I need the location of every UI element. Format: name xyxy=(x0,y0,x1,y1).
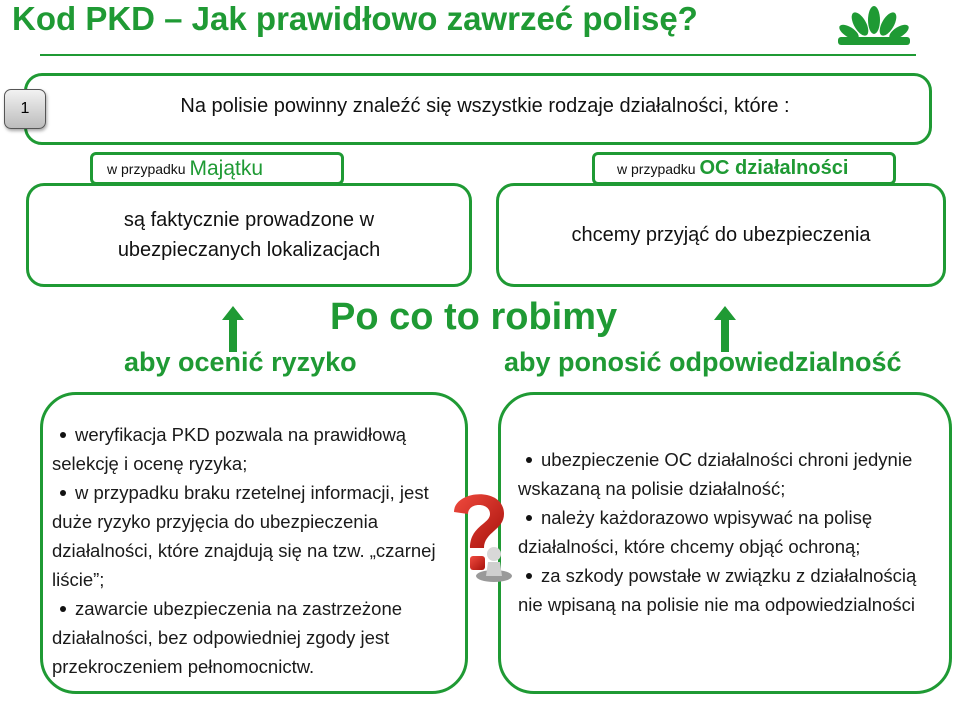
right-category-label xyxy=(592,152,896,185)
subtitle: Po co to robimy xyxy=(330,296,618,338)
right-points-list xyxy=(518,445,938,619)
left-heading: aby ocenić ryzyko xyxy=(124,347,357,377)
step-number-badge: 1 xyxy=(4,89,46,129)
list-item: za szkody powstałe w związku z działalnością nie wpisaną na polisie nie ma odpowiedzialności xyxy=(518,565,917,615)
left-description-text: są faktycznie prowadzone w ubezpieczanych lokalizacjach xyxy=(117,209,381,261)
left-label-prefix: w przypadku xyxy=(107,160,186,177)
question-mark-icon xyxy=(444,484,514,584)
right-label-prefix: w przypadku xyxy=(617,160,696,177)
right-label-emphasis: OC działalności xyxy=(699,157,849,179)
green-fan-logo-icon xyxy=(836,6,912,46)
right-description-text: chcemy przyjąć do ubezpieczenia xyxy=(571,223,871,246)
left-label-emphasis: Majątku xyxy=(189,156,264,180)
list-item: weryfikacja PKD pozwala na prawidłową selekcję i ocenę ryzyka; xyxy=(52,424,407,474)
list-item: należy każdorazowo wpisywać na polisę działalności, które chcemy objąć ochroną; xyxy=(518,507,873,557)
right-description xyxy=(496,183,946,287)
up-arrow-icon xyxy=(714,306,736,352)
main-statement: Na polisie powinny znaleźć się wszystkie rodzaje działalności, które : xyxy=(180,95,790,117)
list-item: ubezpieczenie OC działalności chroni jedynie wskazaną na polisie działalność; xyxy=(518,449,913,499)
list-item: zawarcie ubezpieczenia na zastrzeżone działalności, bez odpowiedniej zgody jest przekroczeniem pełnomocnictw. xyxy=(52,598,403,677)
page-title: Kod PKD – Jak prawidłowo zawrzeć polisę? xyxy=(12,0,698,37)
left-points-list xyxy=(52,420,450,681)
left-category-label xyxy=(90,152,344,185)
right-heading: aby ponosić odpowiedzialność xyxy=(504,347,902,377)
up-arrow-icon xyxy=(222,306,244,352)
list-item: w przypadku braku rzetelnej informacji, jest duże ryzyko przyjęcia do ubezpieczenia działalności, które znajdują się na tzw. „czarnej liście”; xyxy=(52,482,436,590)
left-description xyxy=(26,183,472,287)
header-divider xyxy=(40,54,916,56)
